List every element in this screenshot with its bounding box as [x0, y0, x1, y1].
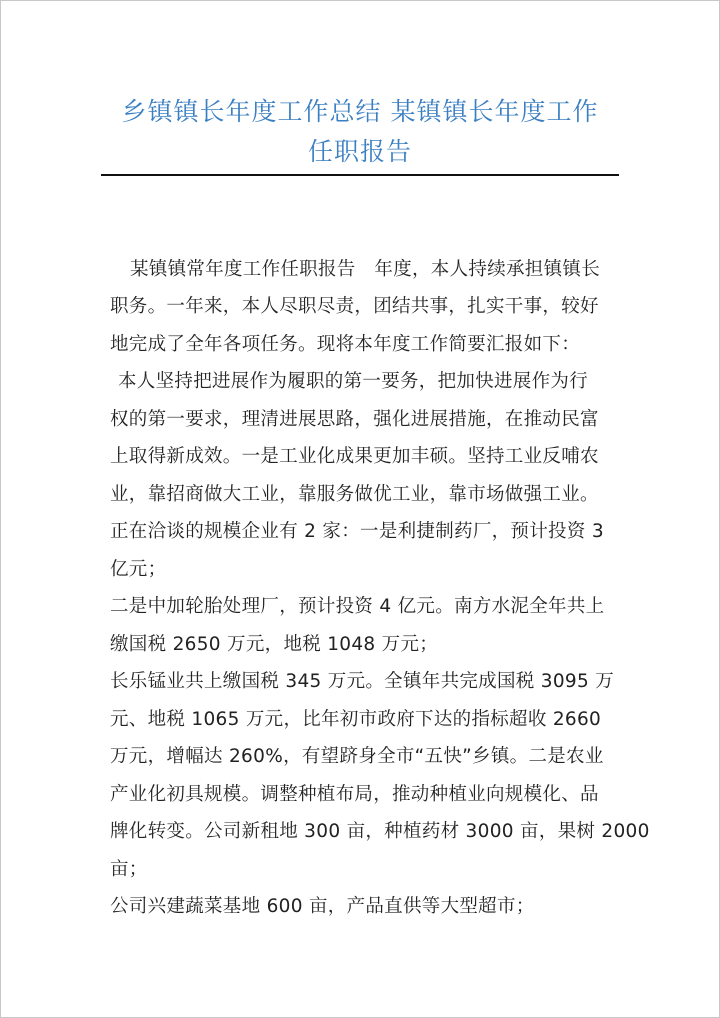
body-line-2: 职务。一年来，本人尽职尽责，团结共事，扎实干事，较好 [110, 296, 599, 317]
body-line-10: 二是中加轮胎处理厂，预计投资 4 亿元。南方水泥全年共上 [110, 596, 605, 617]
title-line-1: 乡镇镇长年度工作总结 某镇镇长年度工作 [121, 97, 599, 126]
body-line-12: 长乐锰业共上缴国税 345 万元。全镇年共完成国税 3095 万 [110, 671, 615, 692]
body-line-11: 缴国税 2650 万元，地税 1048 万元； [110, 634, 439, 655]
body-line-5: 权的第一要求，理清进展思路，强化进展措施，在推动民富 [110, 409, 599, 430]
body-line-18: 公司兴建蔬菜基地 600 亩，产品直供等大型超市； [110, 896, 535, 917]
page-border-top [0, 0, 720, 1]
page-border-left [0, 0, 1, 1018]
body-line-14: 万元，增幅达 260%，有望跻身全市“五快”乡镇。二是农业 [110, 746, 604, 767]
body-line-17: 亩； [110, 859, 148, 880]
body-line-7: 业，靠招商做大工业，靠服务做优工业，靠市场做强工业。 [110, 484, 599, 505]
body-line-3: 地完成了全年各项任务。现将本年度工作简要汇报如下： [110, 334, 581, 355]
document-title [100, 92, 620, 172]
body-line-8: 正在洽谈的规模企业有 2 家：一是利捷制药厂，预计投资 3 [110, 521, 604, 542]
body-line-6: 上取得新成效。一是工业化成果更加丰硕。坚持工业反哺农 [110, 446, 599, 467]
body-line-9: 亿元； [110, 559, 167, 580]
title-underline [101, 174, 619, 176]
body-line-16: 牌化转变。公司新租地 300 亩，种植药材 3000 亩，果树 2000 [110, 821, 650, 842]
body-line-1: 某镇镇常年度工作任职报告 年度，本人持续承担镇镇长 [130, 259, 601, 280]
body-line-4: 本人坚持把进展作为履职的第一要务，把加快进展作为行 [118, 371, 589, 392]
body-line-13: 元、地税 1065 万元，比年初市政府下达的指标超收 2660 [110, 709, 602, 730]
body-line-15: 产业化初具规模。调整种植布局，推动种植业向规模化、品 [110, 784, 599, 805]
title-line-2: 任职报告 [307, 137, 412, 166]
